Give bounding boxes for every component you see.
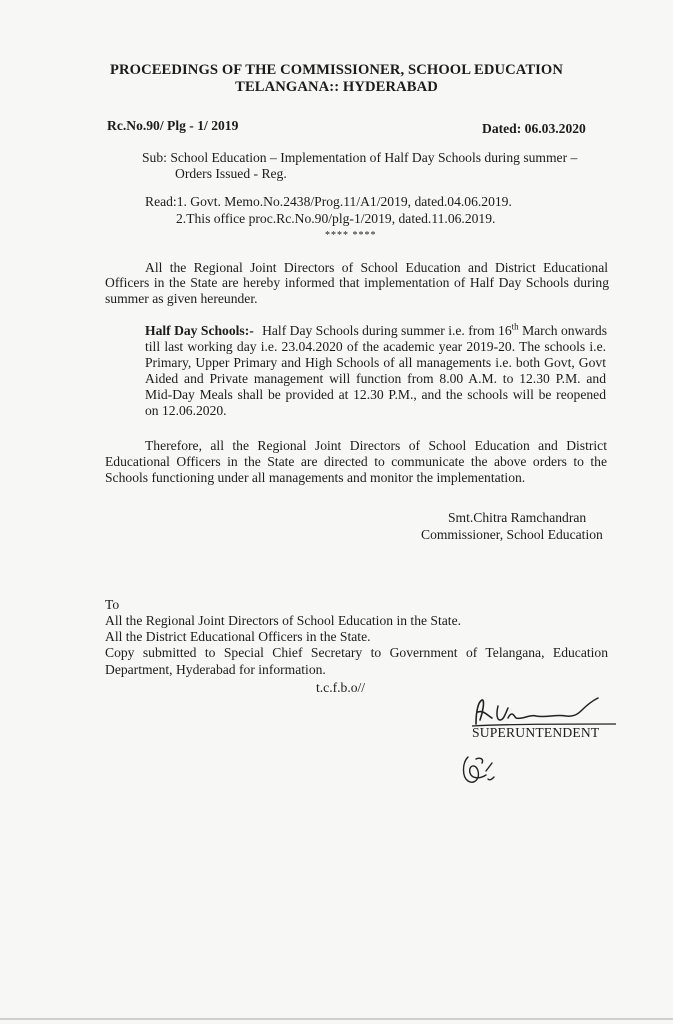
reference-number: Rc.No.90/ Plg - 1/ 2019 — [107, 118, 239, 133]
superintendent-designation: SUPERUNTENDENT — [472, 725, 600, 740]
to-line-1: All the Regional Joint Directors of School Education in the State. — [105, 613, 462, 628]
para2-line-1 — [145, 322, 607, 339]
para2-line-1-text — [262, 322, 607, 339]
to-line-3: Copy submitted to Special Chief Secretary to Government of Telangana, Education — [105, 645, 608, 660]
para1-line-1: All the Regional Joint Directors of School Education and District Educational — [145, 260, 608, 275]
superintendent-signature — [470, 694, 620, 728]
signatory-name: Smt.Chitra Ramchandran — [448, 510, 587, 525]
signatory-designation: Commissioner, School Education — [421, 527, 603, 542]
para2-line-5: Mid-Day Meals shall be provided at 12.30 P.M., and the schools will be reopened — [145, 387, 606, 402]
para2-line-6: on 12.06.2020. — [145, 403, 227, 418]
title-line-2: TELANGANA:: HYDERABAD — [235, 79, 438, 95]
to-line-2: All the District Educational Officers in the State. — [105, 629, 371, 644]
bottom-edge-line — [0, 1018, 673, 1020]
initials-mark — [458, 749, 498, 789]
to-label: To — [105, 597, 120, 612]
para2-line-3: Primary, Upper Primary and High Schools of all managements i.e. both Govt, Govt — [145, 355, 606, 370]
read-line-1: Read:1. Govt. Memo.No.2438/Prog.11/A1/2019, dated.04.06.2019. — [145, 194, 512, 209]
subject-line-1: Sub: School Education – Implementation of Half Day Schools during summer – — [142, 150, 578, 165]
separator-stars: **** **** — [325, 230, 377, 241]
para2-line-1a: Half Day Schools during summer i.e. from 16 — [262, 323, 512, 338]
title-line-1: PROCEEDINGS OF THE COMMISSIONER, SCHOOL EDUCATION — [109, 62, 564, 78]
to-line-4: Department, Hyderabad for information. — [105, 662, 326, 677]
para3-line-1: Therefore, all the Regional Joint Directors of School Education and District — [145, 438, 607, 453]
para1-line-3: summer as given hereunder. — [105, 291, 258, 306]
para3-line-2: Educational Officers in the State are directed to communicate the above orders to the — [105, 454, 607, 469]
para1-line-2: Officers in the State are hereby informed that implementation of Half Day Schools during — [105, 275, 609, 290]
tcfbo: t.c.f.b.o// — [316, 680, 366, 695]
para2-line-1b: March onwards — [522, 323, 607, 338]
read-line-2: 2.This office proc.Rc.No.90/plg-1/2019, dated.11.06.2019. — [176, 211, 496, 226]
subject-line-2: Orders Issued - Reg. — [175, 166, 287, 181]
dated: Dated: 06.03.2020 — [482, 121, 586, 136]
para3-line-3: Schools functioning under all managements and monitor the implementation. — [105, 470, 526, 485]
half-day-label: Half Day Schools:- — [145, 323, 254, 338]
para2-line-2: till last working day i.e. 23.04.2020 of the academic year 2019-20. The schools i.e. — [145, 339, 606, 354]
para2-line-4: Aided and Private management will function from 8.00 A.M. to 12.30 P.M. and — [145, 371, 606, 386]
superscript-th: th — [511, 321, 519, 332]
